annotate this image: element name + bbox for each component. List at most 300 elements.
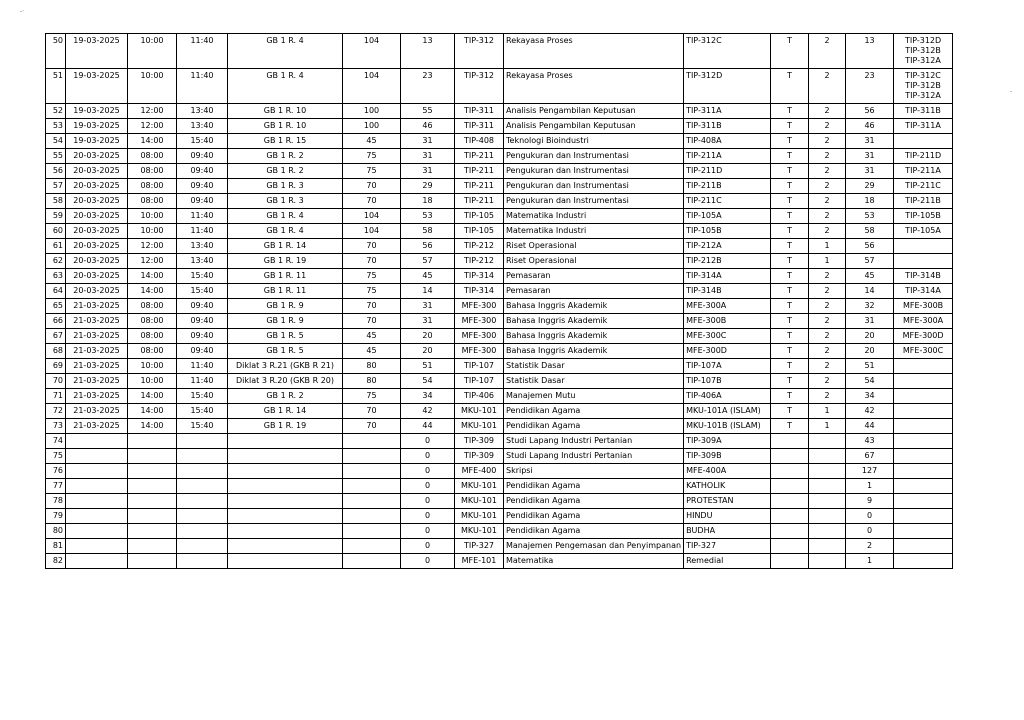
- course-code-cell: TIP-211: [455, 194, 504, 209]
- end-time-cell: 11:40: [177, 374, 228, 389]
- course-code-cell: MKU-101: [455, 479, 504, 494]
- end-time-cell: 09:40: [177, 329, 228, 344]
- class-code-cell: TIP-408A: [684, 134, 771, 149]
- participant-count-cell: 57: [846, 254, 894, 269]
- row-number-cell: 50: [46, 34, 66, 69]
- row-number-cell: 62: [46, 254, 66, 269]
- class-code-cell: KATHOLIK: [684, 479, 771, 494]
- type-cell: T: [771, 149, 809, 164]
- row-number-cell: 71: [46, 389, 66, 404]
- end-time-cell: 11:40: [177, 359, 228, 374]
- table-row: [46, 34, 953, 69]
- row-number-cell: 73: [46, 419, 66, 434]
- participant-count-cell: 54: [846, 374, 894, 389]
- date-cell: [66, 434, 128, 449]
- participant-count-cell: 56: [846, 239, 894, 254]
- class-code-cell: TIP-406A: [684, 389, 771, 404]
- merged-classes-cell: [894, 329, 953, 344]
- merged-classes-cell: [894, 524, 953, 539]
- row-number-cell: 67: [46, 329, 66, 344]
- students-cell: 31: [401, 299, 455, 314]
- row-number-cell: 80: [46, 524, 66, 539]
- date-cell: 20-03-2025: [66, 239, 128, 254]
- course-code-cell: TIP-327: [455, 539, 504, 554]
- merged-classes-cell: [894, 149, 953, 164]
- course-code-cell: MFE-300: [455, 329, 504, 344]
- end-time-cell: 11:40: [177, 224, 228, 239]
- table-row: [46, 284, 953, 299]
- room-cell: GB 1 R. 2: [228, 389, 343, 404]
- course-name-cell: Pendidikan Agama: [504, 494, 684, 509]
- merged-classes-cell: [894, 449, 953, 464]
- type-cell: T: [771, 314, 809, 329]
- class-code-cell: TIP-314A: [684, 269, 771, 284]
- room-cell: [228, 509, 343, 524]
- type-cell: [771, 449, 809, 464]
- type-cell: T: [771, 134, 809, 149]
- end-time-cell: 09:40: [177, 179, 228, 194]
- date-cell: 19-03-2025: [66, 104, 128, 119]
- capacity-cell: 104: [343, 209, 401, 224]
- merged-classes-cell: [894, 434, 953, 449]
- room-cell: GB 1 R. 19: [228, 254, 343, 269]
- row-number-cell: 69: [46, 359, 66, 374]
- participant-count-cell: 44: [846, 419, 894, 434]
- table-row: [46, 539, 953, 554]
- start-time-cell: [128, 494, 177, 509]
- students-cell: 53: [401, 209, 455, 224]
- participant-count-cell: 34: [846, 389, 894, 404]
- capacity-cell: [343, 554, 401, 569]
- class-code-cell: Remedial: [684, 554, 771, 569]
- table-row: [46, 269, 953, 284]
- students-cell: 31: [401, 164, 455, 179]
- row-number-cell: 61: [46, 239, 66, 254]
- room-cell: GB 1 R. 11: [228, 269, 343, 284]
- course-code-cell: TIP-408: [455, 134, 504, 149]
- row-number-cell: 79: [46, 509, 66, 524]
- row-number-cell: 58: [46, 194, 66, 209]
- table-row: [46, 464, 953, 479]
- table-row: [46, 209, 953, 224]
- capacity-cell: 70: [343, 404, 401, 419]
- start-time-cell: 14:00: [128, 284, 177, 299]
- course-code-cell: TIP-311: [455, 104, 504, 119]
- merged-classes-cell: [894, 494, 953, 509]
- merged-class-code: TIP-211B: [905, 196, 941, 205]
- merged-classes-cell: [894, 269, 953, 284]
- course-name-cell: Riset Operasional: [504, 254, 684, 269]
- class-code-cell: TIP-211C: [684, 194, 771, 209]
- room-cell: [228, 539, 343, 554]
- capacity-cell: [343, 449, 401, 464]
- start-time-cell: [128, 479, 177, 494]
- merged-class-code: TIP-211C: [905, 181, 941, 190]
- room-cell: Diklat 3 R.21 (GKB R 21): [228, 359, 343, 374]
- room-cell: GB 1 R. 4: [228, 34, 343, 69]
- course-name-cell: Matematika Industri: [504, 224, 684, 239]
- row-number-cell: 65: [46, 299, 66, 314]
- course-name-cell: Skripsi: [504, 464, 684, 479]
- participant-count-cell: 31: [846, 164, 894, 179]
- start-time-cell: [128, 524, 177, 539]
- date-cell: 21-03-2025: [66, 359, 128, 374]
- date-cell: 19-03-2025: [66, 134, 128, 149]
- type-cell: T: [771, 119, 809, 134]
- table-row: [46, 239, 953, 254]
- date-cell: [66, 479, 128, 494]
- type-cell: [771, 464, 809, 479]
- participant-count-cell: 58: [846, 224, 894, 239]
- table-row: [46, 329, 953, 344]
- class-code-cell: HINDU: [684, 509, 771, 524]
- class-code-cell: BUDHA: [684, 524, 771, 539]
- credits-cell: 2: [809, 149, 846, 164]
- room-cell: [228, 434, 343, 449]
- table-row: [46, 419, 953, 434]
- start-time-cell: 12:00: [128, 254, 177, 269]
- type-cell: T: [771, 299, 809, 314]
- credits-cell: [809, 554, 846, 569]
- room-cell: GB 1 R. 4: [228, 69, 343, 104]
- type-cell: T: [771, 224, 809, 239]
- course-code-cell: TIP-312: [455, 69, 504, 104]
- room-cell: GB 1 R. 14: [228, 239, 343, 254]
- course-code-cell: TIP-105: [455, 209, 504, 224]
- end-time-cell: 13:40: [177, 239, 228, 254]
- capacity-cell: [343, 464, 401, 479]
- credits-cell: [809, 464, 846, 479]
- merged-class-code: TIP-311A: [905, 121, 941, 130]
- merged-classes-cell: [894, 239, 953, 254]
- merged-class-code: MFE-300B: [902, 301, 944, 310]
- class-code-cell: MFE-300C: [684, 329, 771, 344]
- start-time-cell: 12:00: [128, 239, 177, 254]
- end-time-cell: 13:40: [177, 119, 228, 134]
- table-row: [46, 479, 953, 494]
- type-cell: T: [771, 419, 809, 434]
- merged-classes-cell: [894, 509, 953, 524]
- capacity-cell: 45: [343, 134, 401, 149]
- start-time-cell: 12:00: [128, 104, 177, 119]
- class-code-cell: TIP-327: [684, 539, 771, 554]
- end-time-cell: 09:40: [177, 314, 228, 329]
- capacity-cell: 70: [343, 239, 401, 254]
- type-cell: T: [771, 239, 809, 254]
- credits-cell: 1: [809, 254, 846, 269]
- participant-count-cell: 20: [846, 344, 894, 359]
- table-row: [46, 164, 953, 179]
- start-time-cell: 14:00: [128, 389, 177, 404]
- table-row: [46, 344, 953, 359]
- room-cell: GB 1 R. 9: [228, 314, 343, 329]
- end-time-cell: 09:40: [177, 194, 228, 209]
- type-cell: [771, 554, 809, 569]
- course-code-cell: TIP-309: [455, 434, 504, 449]
- capacity-cell: 104: [343, 34, 401, 69]
- credits-cell: 2: [809, 104, 846, 119]
- merged-class-code: MFE-300D: [902, 331, 944, 340]
- course-name-cell: Bahasa Inggris Akademik: [504, 344, 684, 359]
- course-code-cell: TIP-406: [455, 389, 504, 404]
- end-time-cell: 13:40: [177, 104, 228, 119]
- course-code-cell: TIP-211: [455, 164, 504, 179]
- capacity-cell: 104: [343, 224, 401, 239]
- merged-class-code: TIP-314B: [905, 271, 941, 280]
- students-cell: 55: [401, 104, 455, 119]
- date-cell: [66, 464, 128, 479]
- participant-count-cell: 1: [846, 479, 894, 494]
- row-number-cell: 57: [46, 179, 66, 194]
- participant-count-cell: 1: [846, 554, 894, 569]
- credits-cell: [809, 479, 846, 494]
- participant-count-cell: 56: [846, 104, 894, 119]
- exam-schedule-table: [45, 33, 953, 569]
- start-time-cell: 08:00: [128, 314, 177, 329]
- start-time-cell: [128, 449, 177, 464]
- class-code-cell: MKU-101B (ISLAM): [684, 419, 771, 434]
- capacity-cell: 45: [343, 344, 401, 359]
- students-cell: 0: [401, 554, 455, 569]
- merged-classes-cell: [894, 554, 953, 569]
- students-cell: 51: [401, 359, 455, 374]
- capacity-cell: 100: [343, 104, 401, 119]
- credits-cell: 2: [809, 269, 846, 284]
- date-cell: [66, 554, 128, 569]
- course-name-cell: Rekayasa Proses: [504, 34, 684, 69]
- class-code-cell: TIP-311A: [684, 104, 771, 119]
- end-time-cell: 11:40: [177, 34, 228, 69]
- date-cell: [66, 524, 128, 539]
- capacity-cell: 70: [343, 314, 401, 329]
- capacity-cell: 75: [343, 164, 401, 179]
- start-time-cell: 08:00: [128, 344, 177, 359]
- course-code-cell: TIP-314: [455, 284, 504, 299]
- credits-cell: [809, 494, 846, 509]
- course-name-cell: Pendidikan Agama: [504, 404, 684, 419]
- date-cell: 21-03-2025: [66, 344, 128, 359]
- merged-classes-cell: [894, 224, 953, 239]
- type-cell: [771, 524, 809, 539]
- room-cell: [228, 464, 343, 479]
- course-name-cell: Manajemen Mutu: [504, 389, 684, 404]
- course-code-cell: TIP-211: [455, 179, 504, 194]
- merged-classes-cell: [894, 119, 953, 134]
- capacity-cell: 80: [343, 359, 401, 374]
- row-number-cell: 63: [46, 269, 66, 284]
- row-number-cell: 59: [46, 209, 66, 224]
- date-cell: 20-03-2025: [66, 164, 128, 179]
- credits-cell: 2: [809, 164, 846, 179]
- class-code-cell: MFE-300B: [684, 314, 771, 329]
- merged-class-code: MFE-300A: [902, 316, 944, 325]
- credits-cell: 2: [809, 224, 846, 239]
- date-cell: 20-03-2025: [66, 269, 128, 284]
- type-cell: T: [771, 34, 809, 69]
- end-time-cell: [177, 509, 228, 524]
- row-number-cell: 77: [46, 479, 66, 494]
- table-row: [46, 404, 953, 419]
- scan-speck: -·: [20, 8, 25, 15]
- course-name-cell: Bahasa Inggris Akademik: [504, 314, 684, 329]
- capacity-cell: 45: [343, 329, 401, 344]
- merged-classes-cell: [894, 359, 953, 374]
- class-code-cell: PROTESTAN: [684, 494, 771, 509]
- date-cell: 20-03-2025: [66, 209, 128, 224]
- course-name-cell: Bahasa Inggris Akademik: [504, 329, 684, 344]
- table-row: [46, 299, 953, 314]
- merged-classes-cell: [894, 404, 953, 419]
- end-time-cell: 11:40: [177, 209, 228, 224]
- students-cell: 0: [401, 509, 455, 524]
- students-cell: 20: [401, 344, 455, 359]
- credits-cell: 2: [809, 344, 846, 359]
- table-row: [46, 449, 953, 464]
- merged-classes-cell: [894, 299, 953, 314]
- start-time-cell: 12:00: [128, 119, 177, 134]
- type-cell: [771, 494, 809, 509]
- room-cell: [228, 494, 343, 509]
- participant-count-cell: 20: [846, 329, 894, 344]
- participant-count-cell: 45: [846, 269, 894, 284]
- room-cell: GB 1 R. 3: [228, 179, 343, 194]
- start-time-cell: 08:00: [128, 194, 177, 209]
- credits-cell: 2: [809, 119, 846, 134]
- students-cell: 44: [401, 419, 455, 434]
- course-code-cell: MFE-300: [455, 299, 504, 314]
- students-cell: 54: [401, 374, 455, 389]
- course-code-cell: TIP-212: [455, 239, 504, 254]
- class-code-cell: TIP-309B: [684, 449, 771, 464]
- students-cell: 0: [401, 524, 455, 539]
- type-cell: [771, 509, 809, 524]
- course-code-cell: MFE-101: [455, 554, 504, 569]
- merged-classes-cell: [894, 284, 953, 299]
- room-cell: GB 1 R. 4: [228, 209, 343, 224]
- participant-count-cell: 31: [846, 134, 894, 149]
- room-cell: Diklat 3 R.20 (GKB R 20): [228, 374, 343, 389]
- class-code-cell: MFE-300A: [684, 299, 771, 314]
- date-cell: 21-03-2025: [66, 419, 128, 434]
- students-cell: 57: [401, 254, 455, 269]
- end-time-cell: [177, 524, 228, 539]
- merged-classes-cell: [894, 134, 953, 149]
- merged-classes-cell: [894, 34, 953, 69]
- date-cell: [66, 509, 128, 524]
- class-code-cell: TIP-312D: [684, 69, 771, 104]
- date-cell: 19-03-2025: [66, 69, 128, 104]
- students-cell: 0: [401, 449, 455, 464]
- type-cell: T: [771, 269, 809, 284]
- scan-speck: -: [1010, 88, 1013, 95]
- course-name-cell: Pendidikan Agama: [504, 524, 684, 539]
- row-number-cell: 82: [46, 554, 66, 569]
- class-code-cell: MKU-101A (ISLAM): [684, 404, 771, 419]
- end-time-cell: 15:40: [177, 419, 228, 434]
- students-cell: 0: [401, 539, 455, 554]
- participant-count-cell: 51: [846, 359, 894, 374]
- room-cell: [228, 524, 343, 539]
- merged-classes-cell: [894, 464, 953, 479]
- course-name-cell: Pendidikan Agama: [504, 509, 684, 524]
- type-cell: T: [771, 374, 809, 389]
- merged-class-code: MFE-300C: [902, 346, 944, 355]
- credits-cell: 2: [809, 34, 846, 69]
- course-name-cell: Bahasa Inggris Akademik: [504, 299, 684, 314]
- date-cell: [66, 449, 128, 464]
- participant-count-cell: 127: [846, 464, 894, 479]
- merged-classes-cell: [894, 539, 953, 554]
- start-time-cell: [128, 539, 177, 554]
- class-code-cell: TIP-107A: [684, 359, 771, 374]
- students-cell: 29: [401, 179, 455, 194]
- students-cell: 18: [401, 194, 455, 209]
- capacity-cell: [343, 539, 401, 554]
- class-code-cell: TIP-312C: [684, 34, 771, 69]
- start-time-cell: 08:00: [128, 164, 177, 179]
- capacity-cell: 104: [343, 69, 401, 104]
- end-time-cell: [177, 539, 228, 554]
- room-cell: GB 1 R. 5: [228, 344, 343, 359]
- type-cell: T: [771, 104, 809, 119]
- course-code-cell: MFE-400: [455, 464, 504, 479]
- merged-classes-cell: [894, 194, 953, 209]
- date-cell: 20-03-2025: [66, 254, 128, 269]
- capacity-cell: 75: [343, 269, 401, 284]
- participant-count-cell: 46: [846, 119, 894, 134]
- course-code-cell: TIP-105: [455, 224, 504, 239]
- course-code-cell: MFE-300: [455, 344, 504, 359]
- course-name-cell: Pendidikan Agama: [504, 419, 684, 434]
- merged-classes-cell: [894, 179, 953, 194]
- table-row: [46, 554, 953, 569]
- start-time-cell: [128, 434, 177, 449]
- credits-cell: 2: [809, 194, 846, 209]
- capacity-cell: 80: [343, 374, 401, 389]
- start-time-cell: 14:00: [128, 134, 177, 149]
- credits-cell: 2: [809, 299, 846, 314]
- date-cell: [66, 539, 128, 554]
- table-row: [46, 134, 953, 149]
- room-cell: GB 1 R. 2: [228, 149, 343, 164]
- merged-class-code: TIP-105A: [905, 226, 941, 235]
- type-cell: T: [771, 329, 809, 344]
- room-cell: GB 1 R. 15: [228, 134, 343, 149]
- class-code-cell: TIP-212A: [684, 239, 771, 254]
- table-row: [46, 524, 953, 539]
- row-number-cell: 60: [46, 224, 66, 239]
- type-cell: [771, 434, 809, 449]
- credits-cell: 2: [809, 314, 846, 329]
- course-name-cell: Analisis Pengambilan Keputusan: [504, 104, 684, 119]
- type-cell: T: [771, 389, 809, 404]
- students-cell: 31: [401, 314, 455, 329]
- date-cell: 21-03-2025: [66, 329, 128, 344]
- merged-class-code: TIP-312A: [905, 56, 941, 65]
- table-row: [46, 359, 953, 374]
- type-cell: T: [771, 179, 809, 194]
- class-code-cell: TIP-309A: [684, 434, 771, 449]
- capacity-cell: 100: [343, 119, 401, 134]
- course-code-cell: MFE-300: [455, 314, 504, 329]
- capacity-cell: [343, 524, 401, 539]
- end-time-cell: [177, 554, 228, 569]
- students-cell: 42: [401, 404, 455, 419]
- course-code-cell: TIP-314: [455, 269, 504, 284]
- type-cell: T: [771, 359, 809, 374]
- course-code-cell: TIP-212: [455, 254, 504, 269]
- course-code-cell: MKU-101: [455, 404, 504, 419]
